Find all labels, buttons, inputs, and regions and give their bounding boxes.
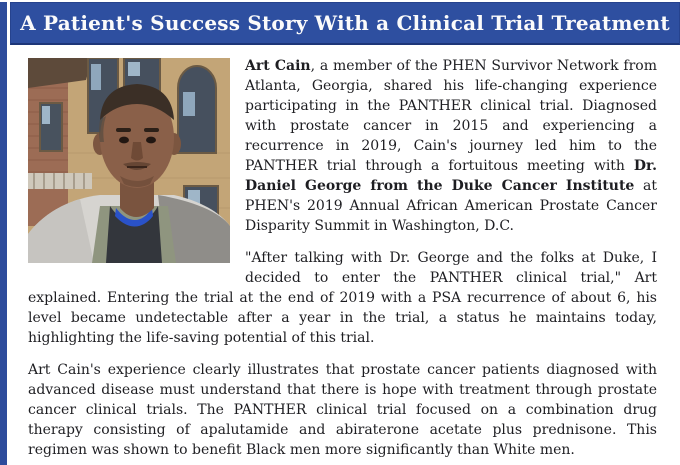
paragraph bbox=[28, 360, 657, 460]
paragraph-text: , a member of the PHEN Survivor Network from Atlanta, Georgia, shared his life-changing experience participating in the PANTHER clinical trial. Diagnosed with prostate cancer in 2015 and experiencing a recurrence in 2019, Cain's journey led him to the PANTHER trial through a fortuitous meeting with bbox=[245, 58, 657, 174]
article-body bbox=[28, 56, 657, 460]
paragraph-text: "After talking with Dr. George and the folks at Duke, I decided to enter the PANTHER clinical trial," Art explained. Entering the trial at the end of 2019 with a PSA recurrence of about 6, his level became undetectable after a year in the trial, a status he maintains today, highlighting the life-saving potential of this trial. bbox=[28, 250, 657, 346]
paragraph-bold-text: Art Cain bbox=[245, 58, 311, 74]
paragraph-text: Art Cain's experience clearly illustrates that prostate cancer patients diagnosed with advanced disease must understand that there is hope with treatment through prostate cancer clinical trials. The PANTHER clinical trial focused on a combination drug therapy consisting of apalutamide and abiraterone acetate plus prednisone. This regimen was shown to benefit Black men more significantly than White men. bbox=[28, 362, 657, 458]
paragraph-bold-text: Dr. Daniel George from the Duke Cancer Institute bbox=[245, 158, 657, 194]
page-title: A Patient's Success Story With a Clinical Trial Treatment bbox=[20, 11, 670, 35]
left-accent-strip bbox=[0, 2, 7, 465]
art-cain-photo bbox=[28, 58, 230, 263]
title-banner bbox=[10, 2, 680, 45]
paragraph bbox=[28, 248, 657, 348]
paragraph-text: at PHEN's 2019 Annual African American Prostate Cancer Disparity Summit in Washington, D.C. bbox=[245, 178, 657, 234]
newsletter-page bbox=[0, 2, 680, 460]
art-cain-portrait-illustration bbox=[28, 58, 230, 263]
